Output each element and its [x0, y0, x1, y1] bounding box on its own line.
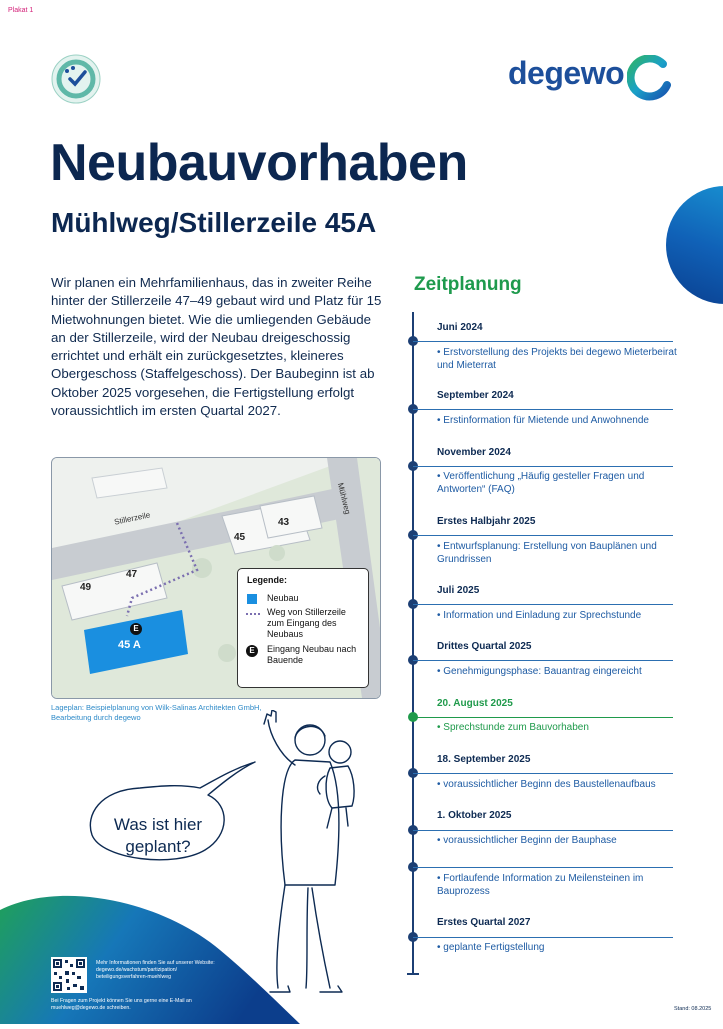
timeline-separator: [413, 773, 673, 774]
timeline-date: 18. September 2025: [437, 754, 531, 765]
plakat-label: Plakat 1: [8, 7, 34, 14]
legend-neubau-label: Neubau: [267, 593, 299, 603]
timeline-separator: [413, 409, 673, 410]
house-number-49: 49: [80, 582, 92, 593]
house-number-43: 43: [278, 517, 290, 528]
timeline-date: Drittes Quartal 2025: [437, 641, 532, 652]
intro-text: Wir planen ein Mehrfamilienhaus, das in zweiter Reihe hinter der Stillerzeile 47–49 gebaut wird und Platz für 15 Mietwohnungen bietet. Wie die umliegenden Gebäude an der Stillerzeile, wird der Neubau dreigeschossig errichtet und erhält ein zurückgesetztes, kleineres Obergeschoss (Staffelgeschoss). Der Baubeginn ist ab Oktober 2025 vorgesehen, die Fertigstellung erfolgt voraussichtlich im ersten Quartal 2027.: [51, 275, 382, 419]
map-caption: Lageplan: Beispielplanung von Wilk-Salinas Architekten GmbH, Bearbeitung durch degewo: [51, 703, 262, 722]
house-number-45: 45: [234, 532, 246, 543]
legend-entrance-label: Eingang Neubau nach Bauende: [267, 644, 357, 665]
timeline-item: • Entwurfsplanung: Erstellung von Bauplänen und Grundrissen: [437, 541, 657, 565]
legend-title: Legende:: [247, 575, 288, 585]
stand-date: Stand: 08.2025: [674, 1006, 712, 1012]
footer-info-text: Mehr Informationen finden Sie auf unserer Website: degewo.de/wachstum/partizipation/ beteiligungsverfahren-muehlweg: [96, 960, 215, 980]
timeline-heading: Zeitplanung: [414, 274, 522, 295]
new-building-label: 45 A: [118, 639, 141, 651]
person-illustration: [80, 710, 400, 1010]
speech-bubble-text: Was ist hier geplant?: [113, 815, 203, 856]
legend-path-label: Weg von Stillerzeile zum Eingang des Neubaus: [267, 607, 346, 639]
timeline-item: • Erstinformation für Mietende und Anwohnende: [437, 415, 649, 426]
legend-entrance-icon: E: [246, 645, 258, 657]
timeline-date-highlight: 20. August 2025: [437, 698, 513, 709]
timeline-item: • Erstvorstellung des Projekts bei degewo Mieterbeirat und Mieterrat: [437, 347, 677, 371]
site-map: [51, 457, 381, 699]
timeline-date: September 2024: [437, 390, 514, 401]
street-label-muehlweg: Mühlweg: [335, 481, 353, 516]
timeline-item: • Veröffentlichung „Häufig gesteller Fragen und Antworten“ (FAQ): [437, 471, 645, 495]
timeline-separator: [413, 604, 673, 605]
timeline-date: November 2024: [437, 447, 511, 458]
timeline-item-highlight: • Sprechstunde zum Bauvorhaben: [437, 722, 589, 733]
footer-mail-text: Bei Fragen zum Projekt können Sie uns gerne eine E-Mail an muehlweg@degewo.de schreiben.: [51, 998, 192, 1011]
timeline-item: • Fortlaufende Information zu Meilensteinen im Bauprozess: [437, 873, 644, 897]
degewo-logo-text: degewo: [508, 55, 625, 91]
timeline-date: Juli 2025: [437, 585, 480, 596]
timeline-date: Erstes Quartal 2027: [437, 917, 531, 928]
timeline-line-end: [407, 973, 419, 975]
timeline-separator: [413, 717, 673, 718]
timeline-item: • voraussichtlicher Beginn der Bauphase: [437, 835, 617, 846]
timeline-date: Juni 2024: [437, 322, 483, 333]
map-legend: [237, 568, 369, 688]
entrance-marker-icon: E: [130, 623, 142, 635]
timeline-separator: [413, 660, 673, 661]
degewo-ring-icon: [627, 55, 673, 101]
timeline-separator: [413, 867, 673, 868]
timeline-item: • geplante Fertigstellung: [437, 942, 545, 953]
partizipation-badge-icon: [51, 54, 101, 104]
timeline-separator: [413, 341, 673, 342]
timeline-item: • voraussichtlicher Beginn des Baustellenaufbaus: [437, 779, 656, 790]
timeline-item: • Genehmigungsphase: Bauantrag eingereicht: [437, 666, 642, 677]
street-label-stillerzeile: Stillerzeile: [113, 510, 152, 527]
timeline-separator: [413, 535, 673, 536]
timeline-separator: [413, 466, 673, 467]
legend-neubau-swatch: [247, 594, 257, 604]
house-number-47: 47: [126, 569, 138, 580]
decorative-circle: [666, 186, 723, 304]
page-title: Neubauvorhaben: [50, 134, 468, 192]
timeline-date: 1. Oktober 2025: [437, 810, 512, 821]
legend-path-swatch: [246, 613, 260, 615]
timeline-separator: [413, 830, 673, 831]
timeline-date: Erstes Halbjahr 2025: [437, 516, 536, 527]
page-subtitle: Mühlweg/Stillerzeile 45A: [51, 207, 377, 238]
timeline-separator: [413, 937, 673, 938]
timeline: [404, 312, 694, 982]
timeline-item: • Information und Einladung zur Sprechstunde: [437, 610, 642, 621]
